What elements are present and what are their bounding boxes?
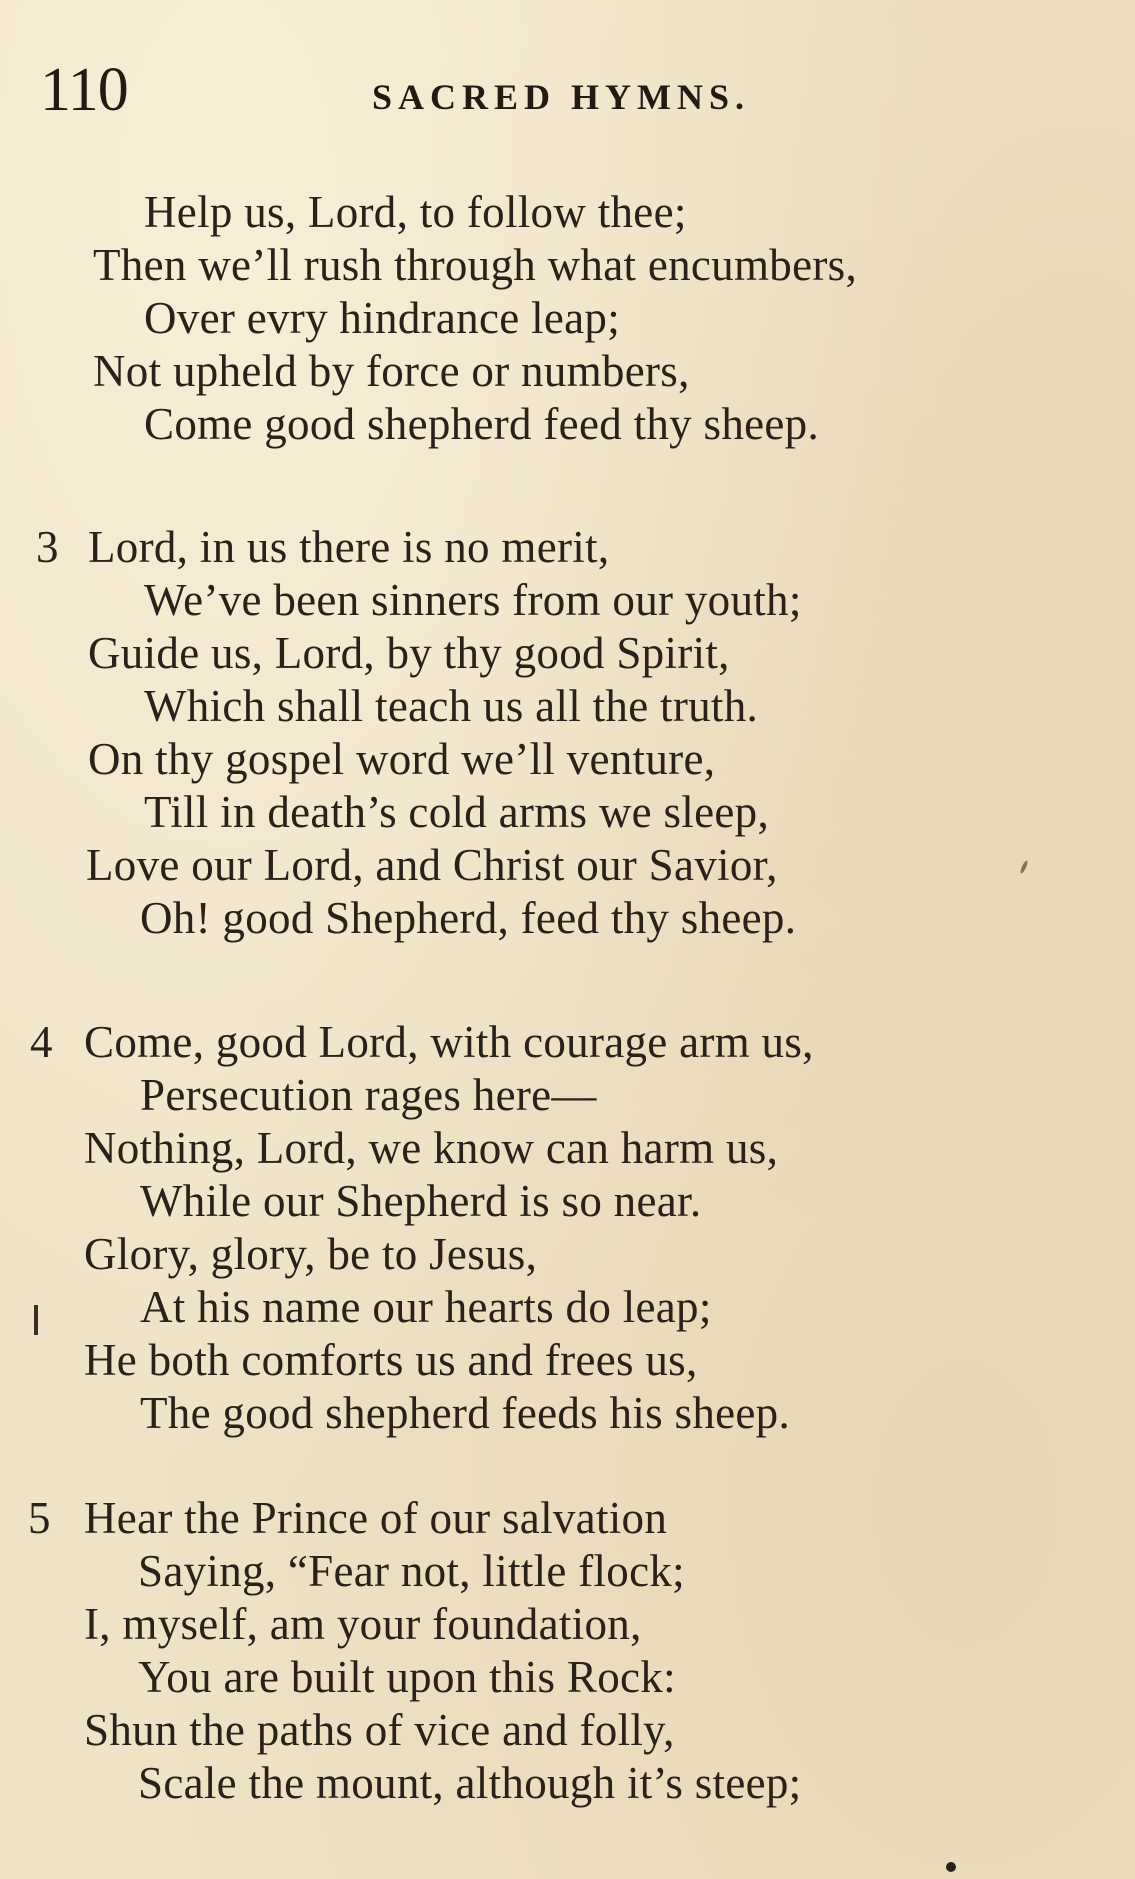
hymn-line: Then we’ll rush through what encumbers, <box>93 240 857 290</box>
hymn-line: Till in death’s cold arms we sleep, <box>144 787 770 837</box>
hymn-line: On thy gospel word we’ll venture, <box>88 734 716 784</box>
hymn-line: Over evry hindrance leap; <box>144 293 621 343</box>
hymn-line: Nothing, Lord, we know can harm us, <box>84 1123 779 1173</box>
hymn-line: Lord, in us there is no merit, <box>88 522 610 572</box>
hymn-line: You are built upon this Rock: <box>138 1652 676 1702</box>
hymn-line: Persecution rages here— <box>140 1070 597 1120</box>
hymn-line: Oh! good Shepherd, feed thy sheep. <box>140 893 797 943</box>
page-number: 110 <box>40 56 128 124</box>
hymn-line: Shun the paths of vice and folly, <box>84 1705 675 1755</box>
stanza-number: 3 <box>36 522 59 572</box>
hymn-line: While our Shepherd is so near. <box>140 1176 702 1226</box>
hymn-line: Guide us, Lord, by thy good Spirit, <box>88 628 730 678</box>
hymn-line: Not upheld by force or numbers, <box>93 346 690 396</box>
ink-blemish <box>34 1305 38 1335</box>
hymn-line: He both comforts us and frees us, <box>84 1335 698 1385</box>
hymn-line: The good shepherd feeds his sheep. <box>140 1388 791 1438</box>
hymn-line: Saying, “Fear not, little flock; <box>138 1546 685 1596</box>
hymn-line: Help us, Lord, to follow thee; <box>144 187 687 237</box>
running-head <box>40 55 1100 125</box>
hymn-line: We’ve been sinners from our youth; <box>144 575 802 625</box>
hymn-line: Scale the mount, although it’s steep; <box>138 1758 802 1808</box>
hymn-line: Hear the Prince of our salvation <box>84 1493 668 1543</box>
stanza-number: 5 <box>28 1493 51 1543</box>
hymn-line: At his name our hearts do leap; <box>140 1282 712 1332</box>
hymn-line: Glory, glory, be to Jesus, <box>84 1229 538 1279</box>
hymn-line: Come good shepherd feed thy sheep. <box>144 399 820 449</box>
hymn-line: Come, good Lord, with courage arm us, <box>84 1017 814 1067</box>
running-title: SACRED HYMNS. <box>372 77 751 117</box>
stanza-number: 4 <box>30 1017 53 1067</box>
hymn-line: I, myself, am your foundation, <box>84 1599 642 1649</box>
hymn-line: Which shall teach us all the truth. <box>144 681 759 731</box>
ink-blemish <box>1019 860 1029 874</box>
ink-blemish <box>946 1862 956 1872</box>
hymn-line: Love our Lord, and Christ our Savior, <box>86 840 778 890</box>
